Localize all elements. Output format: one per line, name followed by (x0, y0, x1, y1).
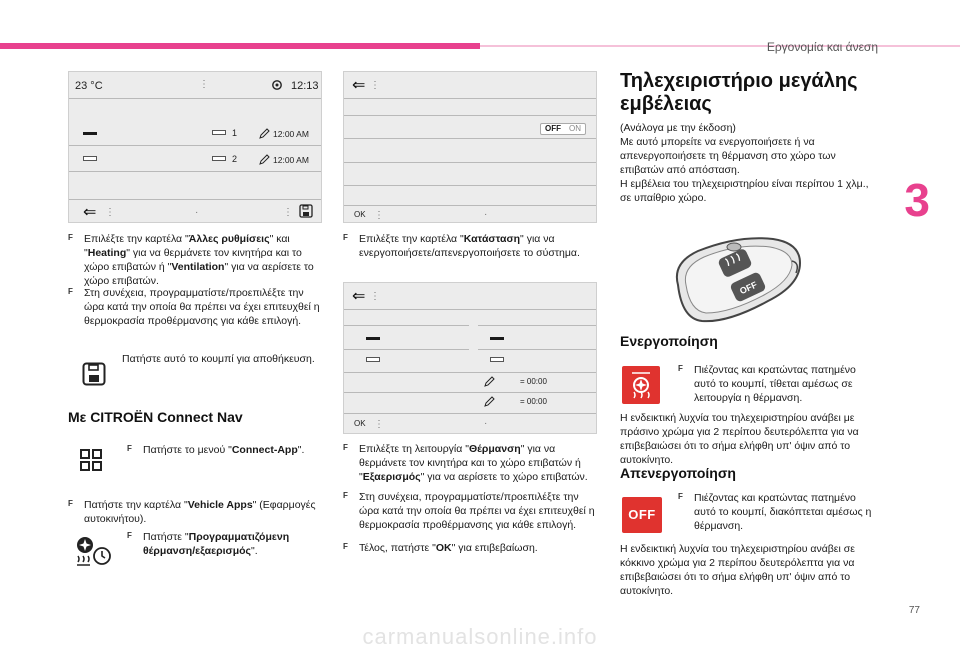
screen-other-settings (68, 71, 322, 223)
chapter-title: Εργονομία και άνεση (766, 40, 878, 54)
back-arrow-icon[interactable]: ⇐ (352, 288, 366, 305)
ok-button[interactable]: OK (354, 210, 366, 219)
heating-option-bar[interactable] (83, 132, 97, 135)
ventilation-option-bar[interactable] (83, 156, 97, 161)
heating-option-bar[interactable] (490, 337, 504, 340)
program-2-time: 12:00 AM (273, 155, 309, 165)
menu-dots-icon: ⋮ (374, 210, 384, 221)
menu-dots-icon: ⋮ (199, 79, 209, 90)
instruction-program-time: F Στη συνέχεια, προγραμματίστε/προεπιλέξτε την ώρα κατά την οποία θα πρέπει να έχει επιτευχθεί η θερμοκρασία προθέρμανσης για κάθε επιλογή. (343, 490, 598, 532)
program-2-number: 2 (232, 154, 238, 164)
program-2-slot[interactable] (212, 156, 226, 161)
page-number: 77 (908, 605, 920, 616)
toggle-off-label: OFF (545, 124, 561, 133)
instruction-connect-app: F Πατήστε το μενού "Connect-App". (127, 443, 327, 457)
ventilation-option-bar[interactable] (490, 357, 504, 362)
edit-pencil-icon[interactable] (259, 154, 270, 165)
deactivation-instruction: F Πιέζοντας και κρατώντας πατημένο αυτό το κουμπί, διακόπτεται αμέσως η θέρμανση. (678, 491, 878, 533)
settings-gear-icon[interactable] (271, 79, 283, 91)
screen-heating-mode (343, 282, 597, 434)
program-time-a: = 00:00 (520, 377, 547, 386)
instruction-confirm-ok: F Τέλος, πατήστε "OK" για επιβεβαίωση. (343, 541, 598, 555)
section-heading-connect-nav: Με CITROËN Connect Nav (68, 409, 243, 425)
instruction-vehicle-apps: F Πατήστε την καρτέλα "Vehicle Apps" (Εφαρμογές αυτοκινήτου). (68, 498, 326, 526)
header-accent-line (480, 45, 960, 47)
section-heading-activation: Ενεργοποίηση (620, 333, 718, 349)
activation-indicator-text: Η ενδεικτική λυχνία του τηλεχειριστηρίου ανάβει με πράσινο χρώμα για 2 περίπου δευτερόλεπτα για να επιβεβαιώσει ότι το σήμα ελήφθη υπ' όψιν από το αυτοκίνητο. (620, 412, 859, 467)
save-floppy-icon[interactable] (299, 204, 313, 218)
heating-on-icon (622, 366, 660, 404)
remote-intro: (Ανάλογα με την έκδοση) Με αυτό μπορείτε να ενεργοποιήσετε ή να απενεργοποιήσετε τη θέρμανση στο χώρο των επιβατών από απόσταση. Η εμβέλεια του τηλεχειριστηρίου είναι περίπου 1 χλμ., σε υπαίθριο χώρο. (620, 122, 869, 205)
deactivation-indicator-text: Η ενδεικτική λυχνία του τηλεχειριστηρίου ανάβει σε κόκκινο χρώμα για 2 περίπου δευτερόλεπτα για να επιβεβαιώσει ότι το σήμα ελήφθη υπ' όψιν από το αυτοκίνητο. (620, 543, 855, 598)
back-arrow-icon[interactable]: ⇐ (352, 77, 366, 94)
save-instruction: Πατήστε αυτό το κουμπί για αποθήκευση. (122, 353, 315, 365)
menu-dots-icon: ⋮ (105, 207, 115, 218)
apps-grid-icon (80, 449, 102, 471)
instruction-heating-mode: F Επιλέξτε τη λειτουργία "Θέρμανση" για να θερμάνετε τον κινητήρα και το χώρο επιβατών ή "Εξαερισμός" για να αερίσετε το χώρο επιβατών. (343, 442, 598, 484)
programmable-heating-icon (74, 534, 112, 568)
clock-readout: 12:13 (291, 80, 319, 92)
edit-pencil-icon[interactable] (484, 396, 495, 407)
screen-status (343, 71, 597, 223)
heating-off-icon (622, 497, 662, 533)
edit-pencil-icon[interactable] (484, 376, 495, 387)
menu-dots-icon: · (195, 207, 199, 218)
watermark: carmanualsonline.info (362, 624, 598, 649)
header-accent-bar (0, 43, 480, 49)
section-heading-deactivation: Απενεργοποίηση (620, 465, 736, 481)
program-1-time: 12:00 AM (273, 129, 309, 139)
menu-dots-icon: ⋮ (370, 80, 380, 91)
instruction-status-tab: F Επιλέξτε την καρτέλα "Κατάσταση" για να ενεργοποιήσετε/απενεργοποιήσετε το σύστημα. (343, 232, 598, 260)
menu-dots-icon: · (484, 209, 488, 220)
instruction-programmable-heating: F Πατήστε "Προγραμματιζόμενη θέρμανση/εξαερισμός". (127, 530, 327, 558)
toggle-on-label: ON (569, 124, 581, 133)
status-toggle[interactable] (540, 123, 586, 135)
heating-option-bar[interactable] (366, 337, 380, 340)
temperature-readout: 23 °C (75, 80, 103, 92)
remote-off-label: OFF (738, 279, 759, 297)
program-1-slot[interactable] (212, 130, 226, 135)
save-floppy-icon (82, 362, 106, 386)
program-time-b: = 00:00 (520, 397, 547, 406)
menu-dots-icon: · (484, 418, 488, 429)
menu-dots-icon: ⋮ (283, 207, 293, 218)
back-arrow-icon[interactable]: ⇐ (83, 204, 97, 221)
instruction-program-time: F Στη συνέχεια, προγραμματίστε/προεπιλέξτε την ώρα κατά την οποία θα πρέπει να έχει επιτευχθεί η θερμοκρασία προθέρμανσης για κάθε επιλογή. (68, 286, 326, 328)
section-title-remote: Τηλεχειριστήριο μεγάλης εμβέλειας (620, 70, 858, 115)
menu-dots-icon: ⋮ (374, 419, 384, 430)
chapter-number: 3 (904, 174, 930, 226)
ventilation-option-bar[interactable] (366, 357, 380, 362)
program-1-number: 1 (232, 128, 238, 138)
menu-dots-icon: ⋮ (370, 291, 380, 302)
remote-control-image (668, 233, 808, 333)
activation-instruction: F Πιέζοντας και κρατώντας πατημένο αυτό το κουμπί, τίθεται αμέσως σε λειτουργία η θέρμανση. (678, 363, 878, 405)
edit-pencil-icon[interactable] (259, 128, 270, 139)
instruction-select-tab: F Επιλέξτε την καρτέλα "Άλλες ρυθμίσεις" και "Heating" για να θερμάνετε τον κινητήρα και το χώρο επιβατών ή "Ventilation" για να αερίσετε το χώρο επιβατών. (68, 232, 326, 288)
off-button-label: OFF (628, 507, 656, 523)
ok-button[interactable]: OK (354, 419, 366, 428)
